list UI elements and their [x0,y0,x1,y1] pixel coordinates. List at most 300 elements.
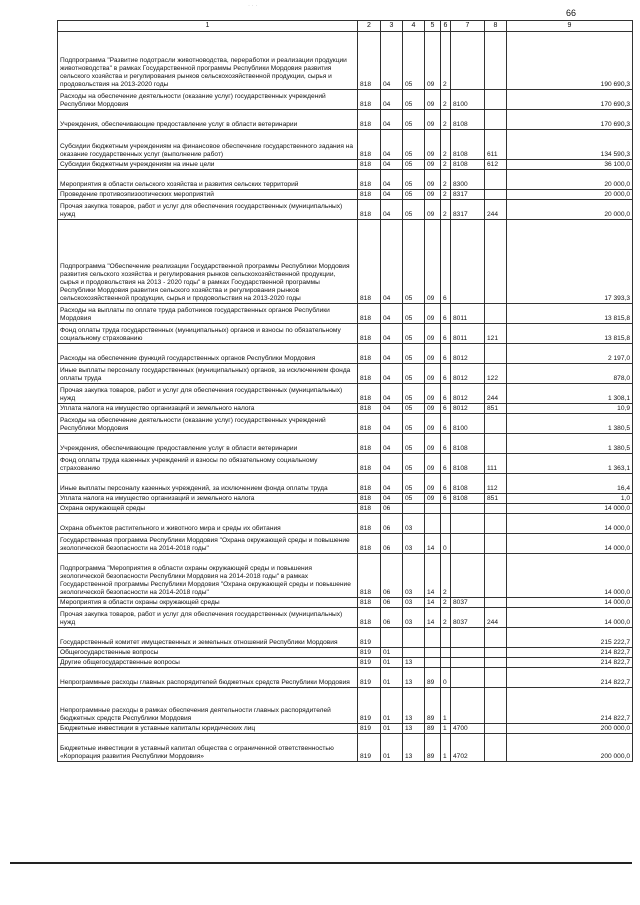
row-name-cell: Уплата налога на имущество организаций и земельного налога [58,404,358,414]
row-sum-cell: 14 000,0 [507,504,633,514]
row-name-cell: Мероприятия в области сельского хозяйства и развития сельских территорий [58,170,358,190]
row-code-cell [485,688,507,724]
row-code-cell: 4702 [451,734,485,762]
row-code-cell: 6 [441,364,451,384]
row-code-cell: 03 [403,534,425,554]
row-code-cell: 2 [441,90,451,110]
table-row [58,324,633,344]
row-name-cell: Учреждения, обеспечивающие предоставление услуг в области ветеринарии [58,110,358,130]
row-code-cell: 2 [441,554,451,598]
row-code-cell: 09 [425,190,441,200]
row-code-cell: 818 [358,598,381,608]
row-code-cell: 819 [358,628,381,648]
row-code-cell: 6 [441,220,451,304]
row-code-cell: 8012 [451,364,485,384]
column-header: 4 [403,21,425,32]
row-sum-cell: 1 380,5 [507,414,633,434]
row-code-cell: 03 [403,598,425,608]
row-sum-cell: 170 690,3 [507,90,633,110]
column-header: 7 [451,21,485,32]
row-code-cell: 8011 [451,304,485,324]
row-code-cell: 14 [425,598,441,608]
row-code-cell: 04 [381,110,403,130]
row-code-cell: 819 [358,734,381,762]
row-code-cell: 8317 [451,190,485,200]
row-code-cell: 8317 [451,200,485,220]
row-code-cell: 04 [381,384,403,404]
row-code-cell: 09 [425,494,441,504]
row-code-cell: 818 [358,130,381,160]
row-code-cell: 0 [441,534,451,554]
row-code-cell [485,32,507,90]
row-code-cell: 89 [425,734,441,762]
row-code-cell: 05 [403,494,425,504]
row-code-cell: 2 [441,608,451,628]
row-code-cell: 05 [403,110,425,130]
row-code-cell: 04 [381,90,403,110]
row-code-cell: 611 [485,130,507,160]
row-code-cell: 111 [485,454,507,474]
row-name-cell: Государственная программа Республики Мордовия "Охрана окружающей среды и повышение экологической безопасности на 2014-2018 годы" [58,534,358,554]
row-code-cell: 1 [441,734,451,762]
row-code-cell: 13 [403,688,425,724]
table-row [58,494,633,504]
table-row [58,668,633,688]
table-row [58,304,633,324]
row-code-cell [485,434,507,454]
row-code-cell: 09 [425,32,441,90]
row-code-cell [451,534,485,554]
row-code-cell: 05 [403,130,425,160]
row-code-cell: 09 [425,364,441,384]
row-code-cell: 09 [425,200,441,220]
row-code-cell [403,648,425,658]
row-code-cell: 818 [358,90,381,110]
table-row [58,504,633,514]
row-code-cell: 2 [441,598,451,608]
row-code-cell: 8037 [451,608,485,628]
table-row [58,90,633,110]
row-code-cell: 818 [358,384,381,404]
row-code-cell: 818 [358,324,381,344]
row-sum-cell: 13 815,8 [507,324,633,344]
row-code-cell: 13 [403,734,425,762]
row-code-cell: 244 [485,200,507,220]
row-code-cell: 04 [381,414,403,434]
table-row [58,384,633,404]
row-code-cell [485,668,507,688]
row-name-cell: Расходы на выплаты по оплате труда работников государственных органов Республики Мордовия [58,304,358,324]
row-code-cell: 6 [441,384,451,404]
row-code-cell: 818 [358,514,381,534]
row-sum-cell: 1 363,1 [507,454,633,474]
row-code-cell [485,414,507,434]
row-code-cell: 819 [358,658,381,668]
row-code-cell: 09 [425,110,441,130]
row-code-cell: 244 [485,608,507,628]
row-code-cell: 03 [403,514,425,534]
row-name-cell: Государственный комитет имущественных и земельных отношений Республики Мордовия [58,628,358,648]
row-code-cell: 01 [381,668,403,688]
row-name-cell: Другие общегосударственные вопросы [58,658,358,668]
row-code-cell [485,628,507,648]
row-code-cell: 8108 [451,494,485,504]
row-code-cell: 8108 [451,130,485,160]
table-row [58,170,633,190]
row-code-cell: 122 [485,364,507,384]
row-code-cell: 1 [441,724,451,734]
row-name-cell: Расходы на обеспечение функций государственных органов Республики Мордовия [58,344,358,364]
row-code-cell: 04 [381,434,403,454]
column-header: 1 [58,21,358,32]
row-code-cell: 04 [381,324,403,344]
row-code-cell: 0 [441,668,451,688]
row-code-cell: 818 [358,534,381,554]
row-code-cell: 09 [425,130,441,160]
row-code-cell: 09 [425,90,441,110]
row-sum-cell: 214 822,7 [507,658,633,668]
row-code-cell: 04 [381,220,403,304]
row-code-cell: 05 [403,404,425,414]
row-sum-cell: 214 822,7 [507,668,633,688]
row-sum-cell: 200 000,0 [507,734,633,762]
row-code-cell: 04 [381,494,403,504]
row-code-cell: 819 [358,724,381,734]
row-code-cell [441,648,451,658]
row-code-cell: 04 [381,304,403,324]
row-code-cell [485,648,507,658]
row-code-cell: 03 [403,608,425,628]
row-code-cell [425,514,441,534]
row-code-cell: 8300 [451,170,485,190]
row-code-cell: 09 [425,344,441,364]
row-code-cell: 612 [485,160,507,170]
row-code-cell: 8011 [451,324,485,344]
row-code-cell [451,32,485,90]
row-code-cell: 2 [441,190,451,200]
row-code-cell: 09 [425,474,441,494]
row-code-cell: 6 [441,414,451,434]
table-row [58,434,633,454]
row-name-cell: Расходы на обеспечение деятельности (оказание услуг) государственных учреждений Республики Мордовия [58,90,358,110]
row-code-cell [485,304,507,324]
row-code-cell [451,658,485,668]
row-code-cell: 8108 [451,160,485,170]
row-code-cell: 04 [381,404,403,414]
row-name-cell: Непрограммные расходы главных распорядителей бюджетных средств Республики Мордовия [58,668,358,688]
row-code-cell: 818 [358,170,381,190]
row-code-cell: 818 [358,200,381,220]
row-code-cell: 818 [358,32,381,90]
table-row [58,628,633,648]
row-code-cell: 06 [381,504,403,514]
table-row [58,724,633,734]
table-row [58,160,633,170]
row-code-cell: 05 [403,32,425,90]
row-code-cell: 05 [403,220,425,304]
row-sum-cell: 1,0 [507,494,633,504]
row-name-cell: Субсидии бюджетным учреждениям на финансовое обеспечение государственного задания на оказание государственных услуг (выполнение работ) [58,130,358,160]
row-code-cell: 8108 [451,474,485,494]
row-code-cell [485,220,507,304]
row-code-cell: 8012 [451,384,485,404]
row-code-cell: 819 [358,668,381,688]
row-sum-cell: 878,0 [507,364,633,384]
row-code-cell: 89 [425,724,441,734]
row-code-cell: 04 [381,364,403,384]
row-sum-cell: 16,4 [507,474,633,494]
row-code-cell: 05 [403,304,425,324]
table-row [58,688,633,724]
row-name-cell: Прочая закупка товаров, работ и услуг для обеспечения государственных (муниципальных) нужд [58,384,358,404]
table-row [58,658,633,668]
scan-artifact: · · · [248,3,258,9]
row-code-cell: 06 [381,514,403,534]
row-code-cell [485,598,507,608]
row-code-cell: 851 [485,494,507,504]
row-code-cell: 2 [441,200,451,220]
table-row [58,364,633,384]
row-name-cell: Охрана объектов растительного и животного мира и среды их обитания [58,514,358,534]
row-code-cell: 4700 [451,724,485,734]
row-code-cell [441,504,451,514]
row-code-cell [451,628,485,648]
row-name-cell: Непрограммные расходы в рамках обеспечения деятельности главных распорядителей бюджетных средств Республики Мордовия [58,688,358,724]
row-name-cell: Иные выплаты персоналу казенных учреждений, за исключением фонда оплаты труда [58,474,358,494]
row-code-cell: 818 [358,554,381,598]
page-number: 66 [566,8,577,18]
row-code-cell: 2 [441,130,451,160]
row-code-cell: 819 [358,688,381,724]
table-row [58,220,633,304]
row-code-cell: 13 [403,668,425,688]
row-sum-cell: 14 000,0 [507,534,633,554]
row-code-cell [451,220,485,304]
table-row [58,130,633,160]
row-code-cell: 06 [381,608,403,628]
row-code-cell [451,554,485,598]
row-code-cell: 04 [381,344,403,364]
row-code-cell [485,514,507,534]
row-code-cell: 8108 [451,454,485,474]
row-code-cell: 04 [381,454,403,474]
table-row [58,534,633,554]
row-name-cell: Субсидии бюджетным учреждениям на иные цели [58,160,358,170]
row-sum-cell: 14 000,0 [507,514,633,534]
row-code-cell [485,554,507,598]
row-code-cell: 09 [425,404,441,414]
row-code-cell [451,504,485,514]
column-header: 9 [507,21,633,32]
row-code-cell [485,658,507,668]
row-code-cell: 05 [403,160,425,170]
table-row [58,648,633,658]
column-header: 3 [381,21,403,32]
row-code-cell [485,344,507,364]
row-name-cell: Фонд оплаты труда государственных (муниципальных) органов и взносы по обязательному социальному страхованию [58,324,358,344]
table-row [58,608,633,628]
row-code-cell: 8037 [451,598,485,608]
row-code-cell: 04 [381,32,403,90]
row-name-cell: Расходы на обеспечение деятельности (оказание услуг) государственных учреждений Республики Мордовия [58,414,358,434]
row-code-cell: 01 [381,648,403,658]
row-code-cell: 09 [425,324,441,344]
row-code-cell [485,190,507,200]
column-header: 6 [441,21,451,32]
row-code-cell: 09 [425,160,441,170]
row-code-cell: 06 [381,554,403,598]
row-code-cell: 8100 [451,414,485,434]
row-code-cell: 01 [381,688,403,724]
row-code-cell: 05 [403,190,425,200]
row-code-cell: 2 [441,160,451,170]
row-code-cell: 05 [403,90,425,110]
row-code-cell [451,688,485,724]
table-row [58,554,633,598]
bottom-rule [10,862,632,864]
row-code-cell: 01 [381,658,403,668]
table-row [58,344,633,364]
row-sum-cell: 200 000,0 [507,724,633,734]
table-row [58,514,633,534]
row-code-cell: 05 [403,200,425,220]
row-sum-cell: 134 590,3 [507,130,633,160]
row-code-cell: 05 [403,454,425,474]
row-code-cell: 6 [441,344,451,364]
row-code-cell: 8108 [451,110,485,130]
row-code-cell: 05 [403,384,425,404]
row-code-cell: 05 [403,344,425,364]
row-code-cell: 09 [425,220,441,304]
row-code-cell: 01 [381,724,403,734]
row-code-cell: 09 [425,414,441,434]
row-code-cell: 03 [403,554,425,598]
row-name-cell: Подпрограмма "Мероприятия в области охраны окружающей среды и повышения экологической безопасности Республики Мордовия на 2014-2018 годы" в рамках Государственной программы Республики Мордовия "Охрана окружающей среды и повышение экологической безопасности на 2014-2018 годы" [58,554,358,598]
row-code-cell: 13 [403,724,425,734]
row-code-cell: 09 [425,454,441,474]
row-code-cell: 818 [358,404,381,414]
row-sum-cell: 14 000,0 [507,554,633,598]
row-code-cell: 818 [358,304,381,324]
row-sum-cell: 214 822,7 [507,648,633,658]
table-row [58,734,633,762]
column-header: 2 [358,21,381,32]
row-name-cell: Учреждения, обеспечивающие предоставление услуг в области ветеринарии [58,434,358,454]
row-code-cell: 2 [441,110,451,130]
row-code-cell [485,724,507,734]
row-name-cell: Мероприятия в области охраны окружающей среды [58,598,358,608]
row-sum-cell: 170 690,3 [507,110,633,130]
row-code-cell: 6 [441,404,451,414]
row-code-cell: 818 [358,344,381,364]
table-row [58,414,633,434]
row-code-cell: 1 [441,688,451,724]
row-sum-cell: 14 000,0 [507,608,633,628]
table-row [58,200,633,220]
row-code-cell: 05 [403,434,425,454]
row-code-cell [441,628,451,648]
row-code-cell: 6 [441,454,451,474]
row-code-cell: 05 [403,414,425,434]
table-header-row [58,21,633,32]
table-row [58,404,633,414]
row-code-cell: 818 [358,434,381,454]
row-name-cell: Прочая закупка товаров, работ и услуг для обеспечения государственных (муниципальных) нужд [58,608,358,628]
row-code-cell [425,628,441,648]
row-sum-cell: 20 000,0 [507,190,633,200]
row-code-cell: 89 [425,688,441,724]
row-sum-cell: 1 380,5 [507,434,633,454]
row-code-cell [441,514,451,534]
row-name-cell: Подпрограмма "Развитие подотрасли животноводства, переработки и реализации продукции животноводства" в рамках Государственной программы Республики Мордовия развития сельского хозяйства и регулирования рынков сельскохозяйственной продукции, сырья и продовольствия на 2013-2020 годы [58,32,358,90]
row-code-cell: 818 [358,220,381,304]
row-code-cell: 6 [441,434,451,454]
row-code-cell [403,504,425,514]
budget-table [57,20,633,762]
row-code-cell: 2 [441,32,451,90]
row-name-cell: Бюджетные инвестиции в уставные капиталы юридических лиц [58,724,358,734]
column-header: 5 [425,21,441,32]
table-row [58,454,633,474]
row-code-cell: 09 [425,384,441,404]
row-code-cell: 818 [358,608,381,628]
row-code-cell: 05 [403,324,425,344]
row-code-cell [441,658,451,668]
row-code-cell: 8012 [451,404,485,414]
table-row [58,32,633,90]
row-code-cell: 14 [425,608,441,628]
row-code-cell: 04 [381,200,403,220]
row-code-cell [485,734,507,762]
row-code-cell: 121 [485,324,507,344]
row-sum-cell: 214 822,7 [507,688,633,724]
table-row [58,190,633,200]
row-sum-cell: 20 000,0 [507,200,633,220]
row-code-cell: 14 [425,554,441,598]
row-code-cell: 818 [358,454,381,474]
row-sum-cell: 13 815,8 [507,304,633,324]
row-code-cell: 818 [358,504,381,514]
row-code-cell [485,170,507,190]
table-row [58,110,633,130]
row-code-cell: 05 [403,170,425,190]
row-code-cell: 8108 [451,434,485,454]
row-code-cell: 04 [381,170,403,190]
row-code-cell: 89 [425,668,441,688]
row-code-cell: 01 [381,734,403,762]
row-code-cell: 05 [403,364,425,384]
row-sum-cell: 17 393,3 [507,220,633,304]
row-code-cell [451,648,485,658]
row-code-cell: 6 [441,494,451,504]
table-row [58,474,633,494]
row-code-cell: 818 [358,494,381,504]
row-code-cell: 8012 [451,344,485,364]
row-code-cell: 851 [485,404,507,414]
row-code-cell: 818 [358,110,381,130]
row-code-cell: 6 [441,324,451,344]
row-code-cell [451,514,485,534]
row-code-cell: 09 [425,304,441,324]
row-code-cell [485,90,507,110]
row-code-cell: 05 [403,474,425,494]
row-sum-cell: 1 308,1 [507,384,633,404]
row-name-cell: Проведение противоэпизоотических мероприятий [58,190,358,200]
row-name-cell: Бюджетные инвестиции в уставный капитал общества с ограниченной ответственностью «Корпорация развития Республики Мордовия» [58,734,358,762]
column-header: 8 [485,21,507,32]
row-code-cell: 818 [358,474,381,494]
row-code-cell: 04 [381,130,403,160]
